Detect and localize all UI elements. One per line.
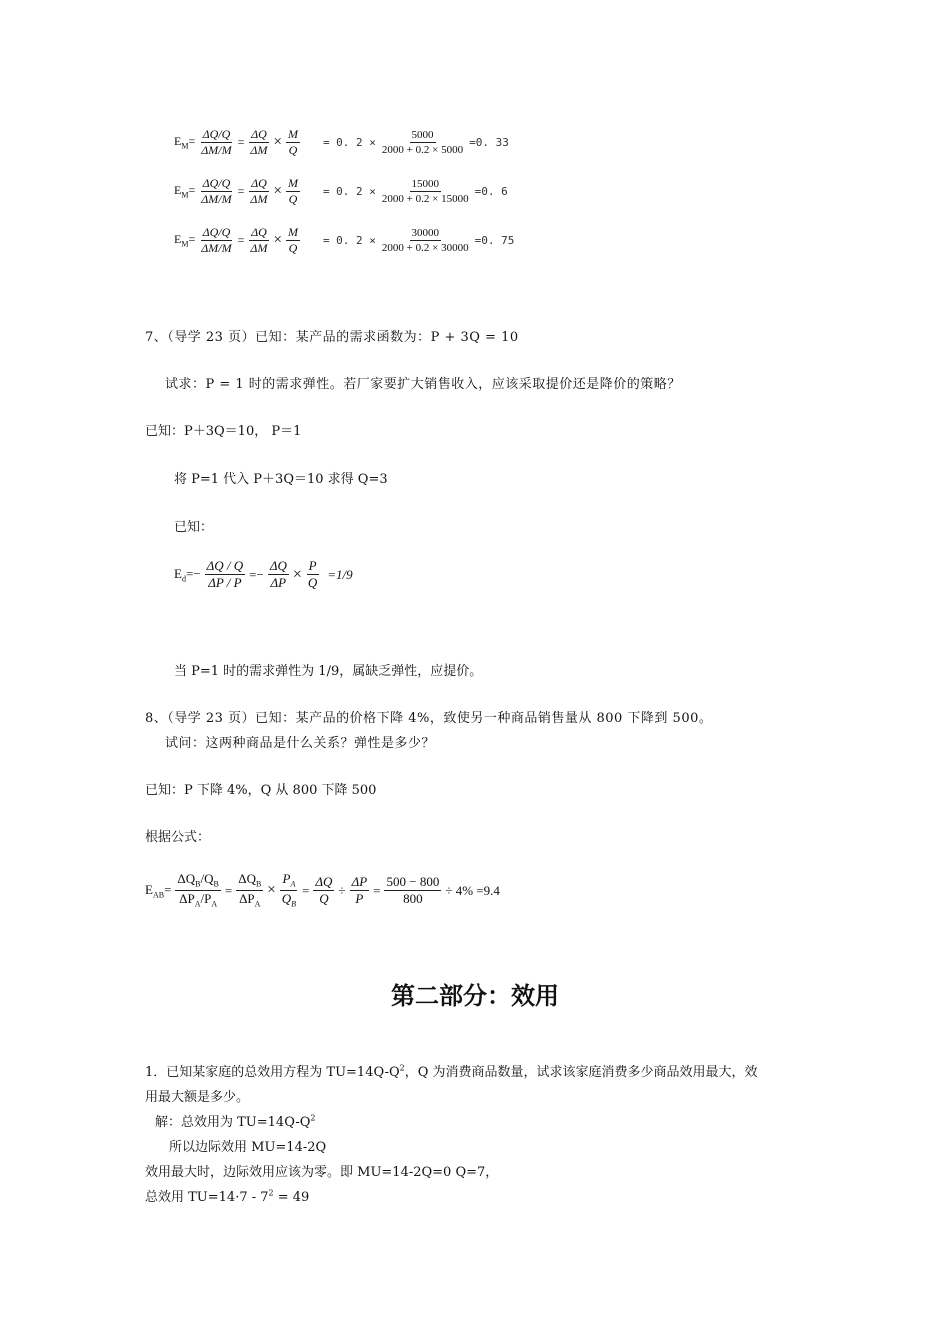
income-elasticity-row-3: $E_M=$ $\frac{\Delta Q/Q}{\Delta M/M}$ = $\frac{\Delta Q}{\Delta M}$ × $\frac{M}{Q}$ = 0. 2 × $\frac{30000}{2000 + 0.2 \times 30000}$ =0. 75 [174,225,515,256]
q7-step: 将 P=1 代入 P＋3Q＝10 求得 Q=3 [174,472,388,487]
q8-cross-elasticity-formula: $E_{AB}=$ $\frac{\Delta Q_B/Q_B}{\Delta P_A/P_A}$ = $\frac{\Delta Q_B}{\Delta P_A}$ × $\frac{P_A}{Q_B}$ = $\frac{\Delta Q}{Q}$ ÷ $\frac{\Delta P}{P}$ = $\frac{500 - 800}{800}$ ÷ 4% =9.4 [145,871,500,909]
section-heading: 第二部分：效用 [391,982,559,1010]
q8-basis: 根据公式： [145,830,211,845]
q7-title: 7、（导学 23 页）已知：某产品的需求函数为：P + 3Q = 10 [145,330,519,345]
q8-ask: 试问：这两种商品是什么关系？弹性是多少？ [165,736,436,751]
q7-known: 已知： [174,520,214,535]
q7-elasticity-formula: $E_d=-$ $\frac{\Delta Q / Q}{\Delta P / P}$ =− $\frac{\Delta Q}{\Delta P}$ × $\frac{P}{Q}$ =1/9 [174,558,353,591]
part2-solution-line3: 效用最大时，边际效用应该为零。即 MU=14-2Q=0 Q=7， [145,1165,499,1180]
part2-solution-line2: 所以边际效用 MU=14-2Q [169,1140,327,1155]
income-elasticity-row-2: $E_M=$ $\frac{\Delta Q/Q}{\Delta M/M}$ = $\frac{\Delta Q}{\Delta M}$ × $\frac{M}{Q}$ = 0. 2 × $\frac{15000}{2000 + 0.2 \times 15000}$ =0. 6 [174,176,508,207]
part2-solution-line4: 总效用 $TU=14\cdot 7 - 7^2 = 49$ [145,1188,310,1205]
q8-given: 已知：P 下降 4%，Q 从 800 下降 500 [145,783,377,798]
q8-title: 8、（导学 23 页）已知：某产品的价格下降 4%，致使另一种商品销售量从 800 下降到 500。 [145,711,713,726]
part2-solution-line1: 解：总效用为 $TU=14Q-Q^2$ [155,1113,316,1130]
q7-given: 已知：P＋3Q＝10， P＝1 [145,424,302,439]
part2-q1-line2: 用最大额是多少。 [145,1090,250,1105]
part2-q1-line1: 1．已知某家庭的总效用方程为 $TU=14Q-Q^2$，Q 为消费商品数量，试求该家庭消费多少商品效用最大，效 [145,1063,758,1080]
q7-ask: 试求：P = 1 时的需求弹性。若厂家要扩大销售收入，应该采取提价还是降价的策略？ [165,377,681,392]
q7-conclusion: 当 P=1 时的需求弹性为 1/9，属缺乏弹性，应提价。 [174,664,483,679]
income-elasticity-row-1: $E_M=$ $\frac{\Delta Q/Q}{\Delta M/M}$ = $\frac{\Delta Q}{\Delta M}$ × $\frac{M}{Q}$ = 0. 2 × $\frac{5000}{2000 + 0.2 \times 5000}$ =0. 33 [174,127,509,158]
